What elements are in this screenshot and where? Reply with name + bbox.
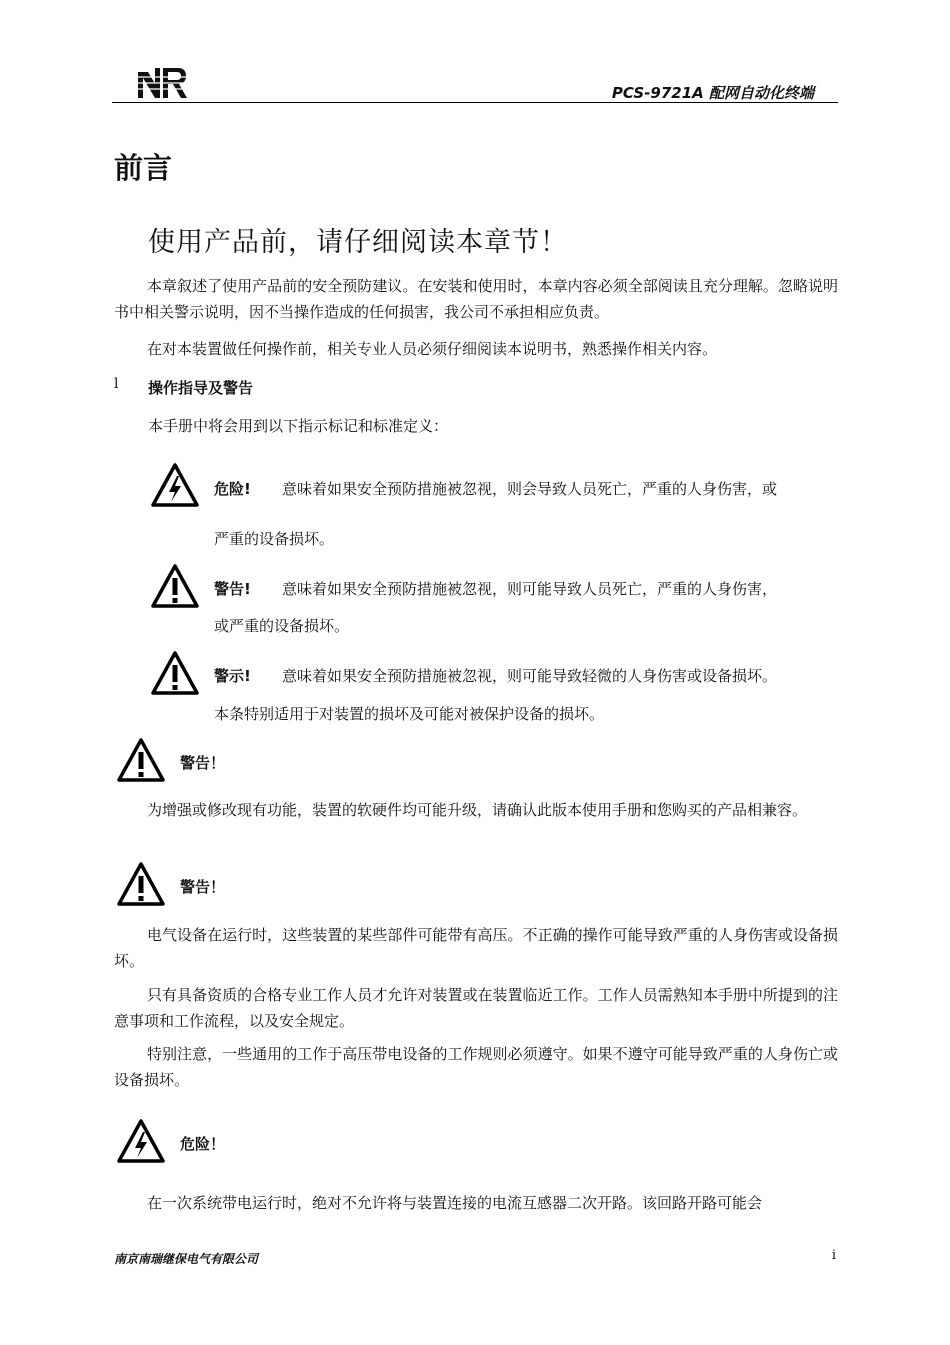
header-divider xyxy=(112,102,838,103)
definition-label-caution: 警示! xyxy=(214,667,251,685)
intro-paragraph-1: 本章叙述了使用产品前的安全预防建议。在安装和使用时，本章内容必须全部阅读且充分理解。忽略说明书中相关警示说明，因不当操作造成的任何损害，我公司不承担相应负责。 xyxy=(114,277,838,321)
definition-label-danger: 危险! xyxy=(214,480,251,498)
high-voltage-warning-icon xyxy=(150,462,200,508)
definitions-intro: 本手册中将会用到以下指示标记和标准定义： xyxy=(148,417,449,435)
exclamation-warning-icon xyxy=(150,563,200,609)
notice-label-warning: 警告！ xyxy=(180,754,226,772)
document-header-title: PCS-9721A 配网自动化终端 xyxy=(611,84,814,102)
definition-text-caution-cont: 本条特别适用于对装置的损坏及可能对被保护设备的损坏。 xyxy=(214,705,605,723)
page-title: 前言 xyxy=(114,151,173,185)
notice-paragraph-high-voltage: 电气设备在运行时，这些装置的某些部件可能带有高压。不正确的操作可能导致严重的人身伤害或设备损坏。 xyxy=(114,926,838,970)
high-voltage-warning-icon xyxy=(116,1118,166,1164)
definition-text-warning-cont: 或严重的设备损坏。 xyxy=(214,617,350,635)
notice-paragraph-upgrade: 为增强或修改现有功能，装置的软硬件均可能升级，请确认此版本使用手册和您购买的产品相兼容。 xyxy=(147,801,808,819)
nr-logo xyxy=(136,66,188,100)
definition-text-danger: 意味着如果安全预防措施被忽视，则会导致人员死亡，严重的人身伤害，或 xyxy=(282,480,778,498)
definition-text-danger-cont: 严重的设备损坏。 xyxy=(214,530,335,548)
notice-label-danger: 危险！ xyxy=(180,1135,226,1153)
page-number: i xyxy=(831,1248,836,1263)
exclamation-warning-icon xyxy=(116,861,166,907)
notice-paragraph-qualified-staff: 只有具备资质的合格专业工作人员才允许对装置或在装置临近工作。工作人员需熟知本手册中所提到的注意事项和工作流程，以及安全规定。 xyxy=(114,986,838,1030)
exclamation-warning-icon xyxy=(116,737,166,783)
notice-label-warning: 警告！ xyxy=(180,878,226,896)
footer-company: 南京南瑞继保电气有限公司 xyxy=(114,1252,259,1266)
intro-paragraph-2: 在对本装置做任何操作前，相关专业人员必须仔细阅读本说明书，熟悉操作相关内容。 xyxy=(147,340,718,358)
definition-label-warning: 警告! xyxy=(214,580,251,598)
section-heading: 操作指导及警告 xyxy=(148,379,254,397)
definition-text-warning: 意味着如果安全预防措施被忽视，则可能导致人员死亡，严重的人身伤害， xyxy=(282,580,778,598)
notice-paragraph-rules: 特别注意，一些通用的工作于高压带电设备的工作规则必须遵守。如果不遵守可能导致严重的人身伤亡或设备损坏。 xyxy=(114,1045,838,1089)
section-bullet: l xyxy=(114,376,119,392)
exclamation-warning-icon xyxy=(150,650,200,696)
notice-paragraph-ct-open-circuit: 在一次系统带电运行时，绝对不允许将与装置连接的电流互感器二次开路。该回路开路可能会 xyxy=(147,1194,763,1212)
definition-text-caution: 意味着如果安全预防措施被忽视，则可能导致轻微的人身伤害或设备损坏。 xyxy=(282,667,778,685)
chapter-subtitle: 使用产品前，请仔细阅读本章节！ xyxy=(148,227,568,258)
